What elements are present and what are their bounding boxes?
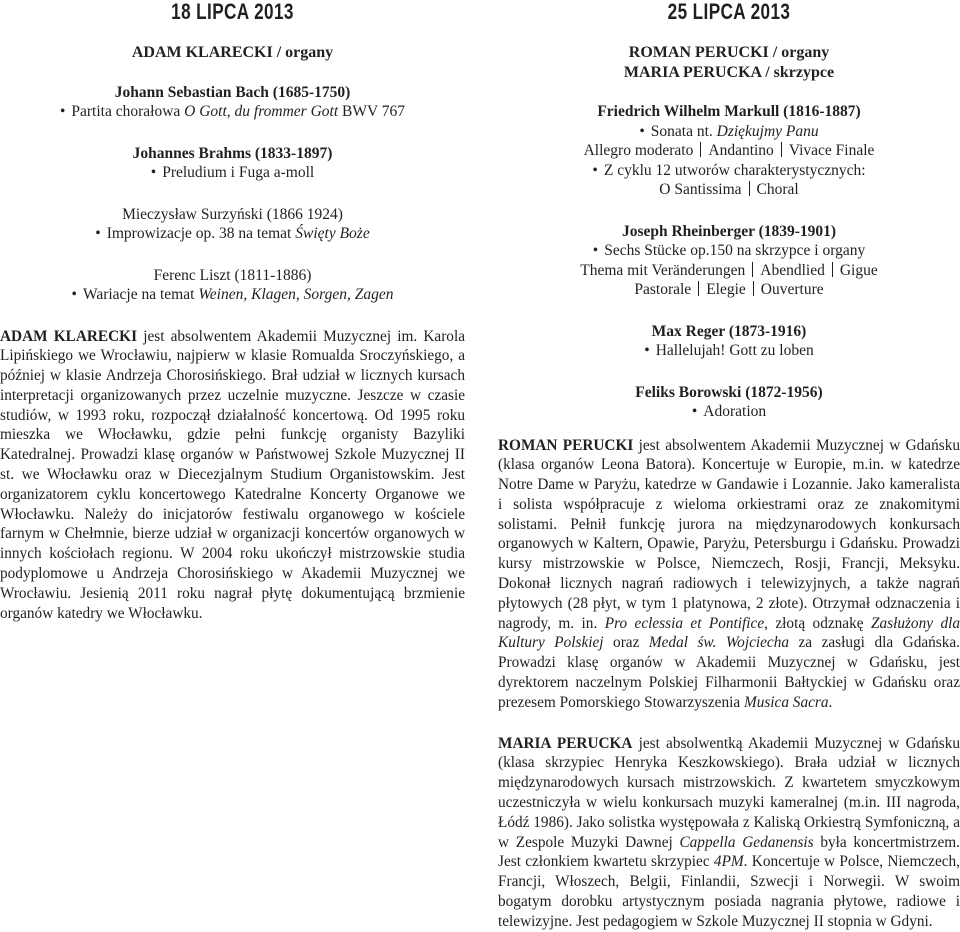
- composer-brahms: Johannes Brahms (1833-1897): [132, 144, 333, 162]
- program-item: • Partita chorałowa O Gott, du frommer Gott BWV 767: [59, 103, 406, 120]
- movements-list: Pastorale Elegie Ouverture: [634, 281, 824, 298]
- composer-reger: Max Reger (1873-1916): [651, 322, 807, 340]
- performer-heading: MARIA PERUCKA / skrzypce: [623, 63, 835, 81]
- separator: [781, 142, 782, 157]
- bullet-icon: •: [150, 164, 157, 181]
- separator: [832, 262, 833, 277]
- bio-perucka: MARIA PERUCKA jest absolwentką Akademii Muzycznej w Gdańsku (klasa skrzypiec Henryka Keszkowskiego). Brała udział w licznych międzynarodowych kursach mistrzowskich. Z kwartetem smyczkowym uczestniczyła w wielu konkursach muzyki kameralnej (m.in. III nagroda, Łódź 1986). Jako solistka występowała z Kaliską Orkiestrą Symfoniczną, a w Zespole Muzyki Dawnej Cappella Gedanensis była koncertmistrzem. Jest członkiem kwartetu skrzypiec 4PM. Koncertuje w Polsce, Niemczech, Francji, Włoszech, Belgii, Finlandii, Szwecji i Norwegii. W swoim bogatym dorobku artystycznym posiada nagrania płytowe, radiowe i telewizyjne. Jest pedagogiem w Szkole Muzycznej II stopnia w Gdyni.: [498, 734, 960, 930]
- movements-list: Thema mit Veränderungen Abendlied Gigue: [580, 261, 878, 279]
- concert-date-right: 25 LIPCA 2013: [667, 0, 791, 24]
- program-item: • Wariacje na temat Weinen, Klagen, Sorgen, Zagen: [71, 286, 394, 303]
- separator: [753, 281, 754, 296]
- bullet-icon: •: [644, 342, 650, 359]
- left-program: [0, 43, 465, 305]
- bullet-icon: •: [639, 122, 645, 140]
- performer-heading: ROMAN PERUCKI / organy: [628, 44, 830, 61]
- composer-markull: Friedrich Wilhelm Markull (1816-1887): [597, 103, 861, 120]
- composer-surzynski: Mieczysław Surzyński (1866 1924): [122, 205, 343, 223]
- movements-list: O Santissima Choral: [659, 181, 799, 198]
- bullet-icon: •: [95, 225, 101, 242]
- concert-date-left: 18 LIPCA 2013: [171, 0, 294, 24]
- bullet-icon: •: [71, 286, 77, 303]
- left-column: [0, 0, 465, 623]
- composer-bach: Johann Sebastian Bach (1685-1750): [114, 83, 351, 101]
- bullet-icon: •: [592, 242, 599, 259]
- right-program: [498, 43, 960, 422]
- bio-klarecki: ADAM KLARECKI jest absolwentem Akademii Muzycznej im. Karola Lipińskiego we Wrocławiu, najpierw w klasie Romualda Sroczyńskiego, a później w klasie Andrzeja Chorosińskiego. Brał udział w licznych kursach interpretacji organizowanych przez uczelnie muzyczne. Jeszcze w czasie studiów, w 1993 roku, rozpoczął działalność koncertową. Od 1995 roku mieszka we Włocławku, gdzie pełni funkcję organisty Bazyliki Katedralnej. Prowadzi klasę organów w Państwowej Szkole Muzycznej II st. we Włocławku oraz w Diecezjalnym Studium Organistowskim. Jest organizatorem cyklu koncertowego Katedralne Koncerty Organowe we Włocławku. Należy do inicjatorów festiwalu organowego w kościele farnym w Chełmnie, bierze udział w organizacji koncertów organowych w innych kościołach regionu. W 2004 roku ukończył mistrzowskie studia podyplomowe u Andrzeja Chorosińskiego w Akademii Muzycznej we Wrocławiu. Jesienią 2011 roku nagrał płytę dokumentującą brzmienie organów katedry we Włocławku.: [0, 327, 465, 622]
- composer-borowski: Feliks Borowski (1872-1956): [635, 383, 823, 401]
- program-item: • Sonata nt. Dziękujmy Panu: [639, 122, 819, 140]
- bullet-icon: •: [59, 103, 66, 120]
- bio-perucki: ROMAN PERUCKI jest absolwentem Akademii Muzycznej w Gdańsku (klasa organów Leona Batora). Koncertuje w Europie, m.in. w katedrze Notre Dame w Paryżu, katedrze w Gandawie i Lozannie. Jako kameralista i solista współpracuje z wieloma orkiestrami oraz ze znakomitymi solistami. Pełnił funkcję jurora na międzynarodowych konkursach organowych w Kaltern, Opawie, Paryżu, Petersburgu i Gdańsku. Prowadzi kursy mistrzowskie w Polsce, Niemczech, Rosji, Francji, Meksyku. Dokonał licznych nagrań radiowych i telewizyjnych, a także nagrań płytowych (28 płyt, w tym 1 platynowa, 2 złote). Otrzymał odznaczenia i nagrody, m. in. Pro eclessia et Pontifice, złotą odznakę Zasłużony dla Kultury Polskiej oraz Medal św. Wojciecha za zasługi dla Gdańska. Prowadzi klasę organów w Akademii Muzycznej w Gdańsku, jest dyrektorem naczelnym Polskiej Filharmonii Bałtyckiej w Gdańsku oraz prezesem Pomorskiego Stowarzyszenia Musica Sacra.: [498, 436, 960, 711]
- composer-liszt: Ferenc Liszt (1811-1886): [153, 266, 312, 284]
- separator: [752, 262, 753, 277]
- composer-rheinberger: Joseph Rheinberger (1839-1901): [621, 222, 837, 240]
- program-item: • Adoration: [691, 403, 767, 420]
- program-item: • Z cyklu 12 utworów charakterystycznych:: [592, 161, 866, 179]
- movements-list: Allegro moderato Andantino Vivace Finale: [583, 142, 875, 159]
- performer-heading: ADAM KLARECKI / organy: [131, 44, 334, 61]
- separator: [749, 181, 750, 196]
- program-item: • Hallelujah! Gott zu loben: [644, 342, 814, 359]
- bullet-icon: •: [592, 161, 598, 179]
- program-item: • Sechs Stücke op.150 na skrzypce i organy: [592, 242, 866, 259]
- program-item: • Preludium i Fuga a-moll: [150, 164, 315, 181]
- right-column: [498, 0, 960, 932]
- separator: [700, 142, 701, 157]
- bullet-icon: •: [691, 403, 698, 420]
- separator: [698, 281, 699, 296]
- program-item: • Improwizacje op. 38 na temat Święty Boże: [95, 225, 370, 242]
